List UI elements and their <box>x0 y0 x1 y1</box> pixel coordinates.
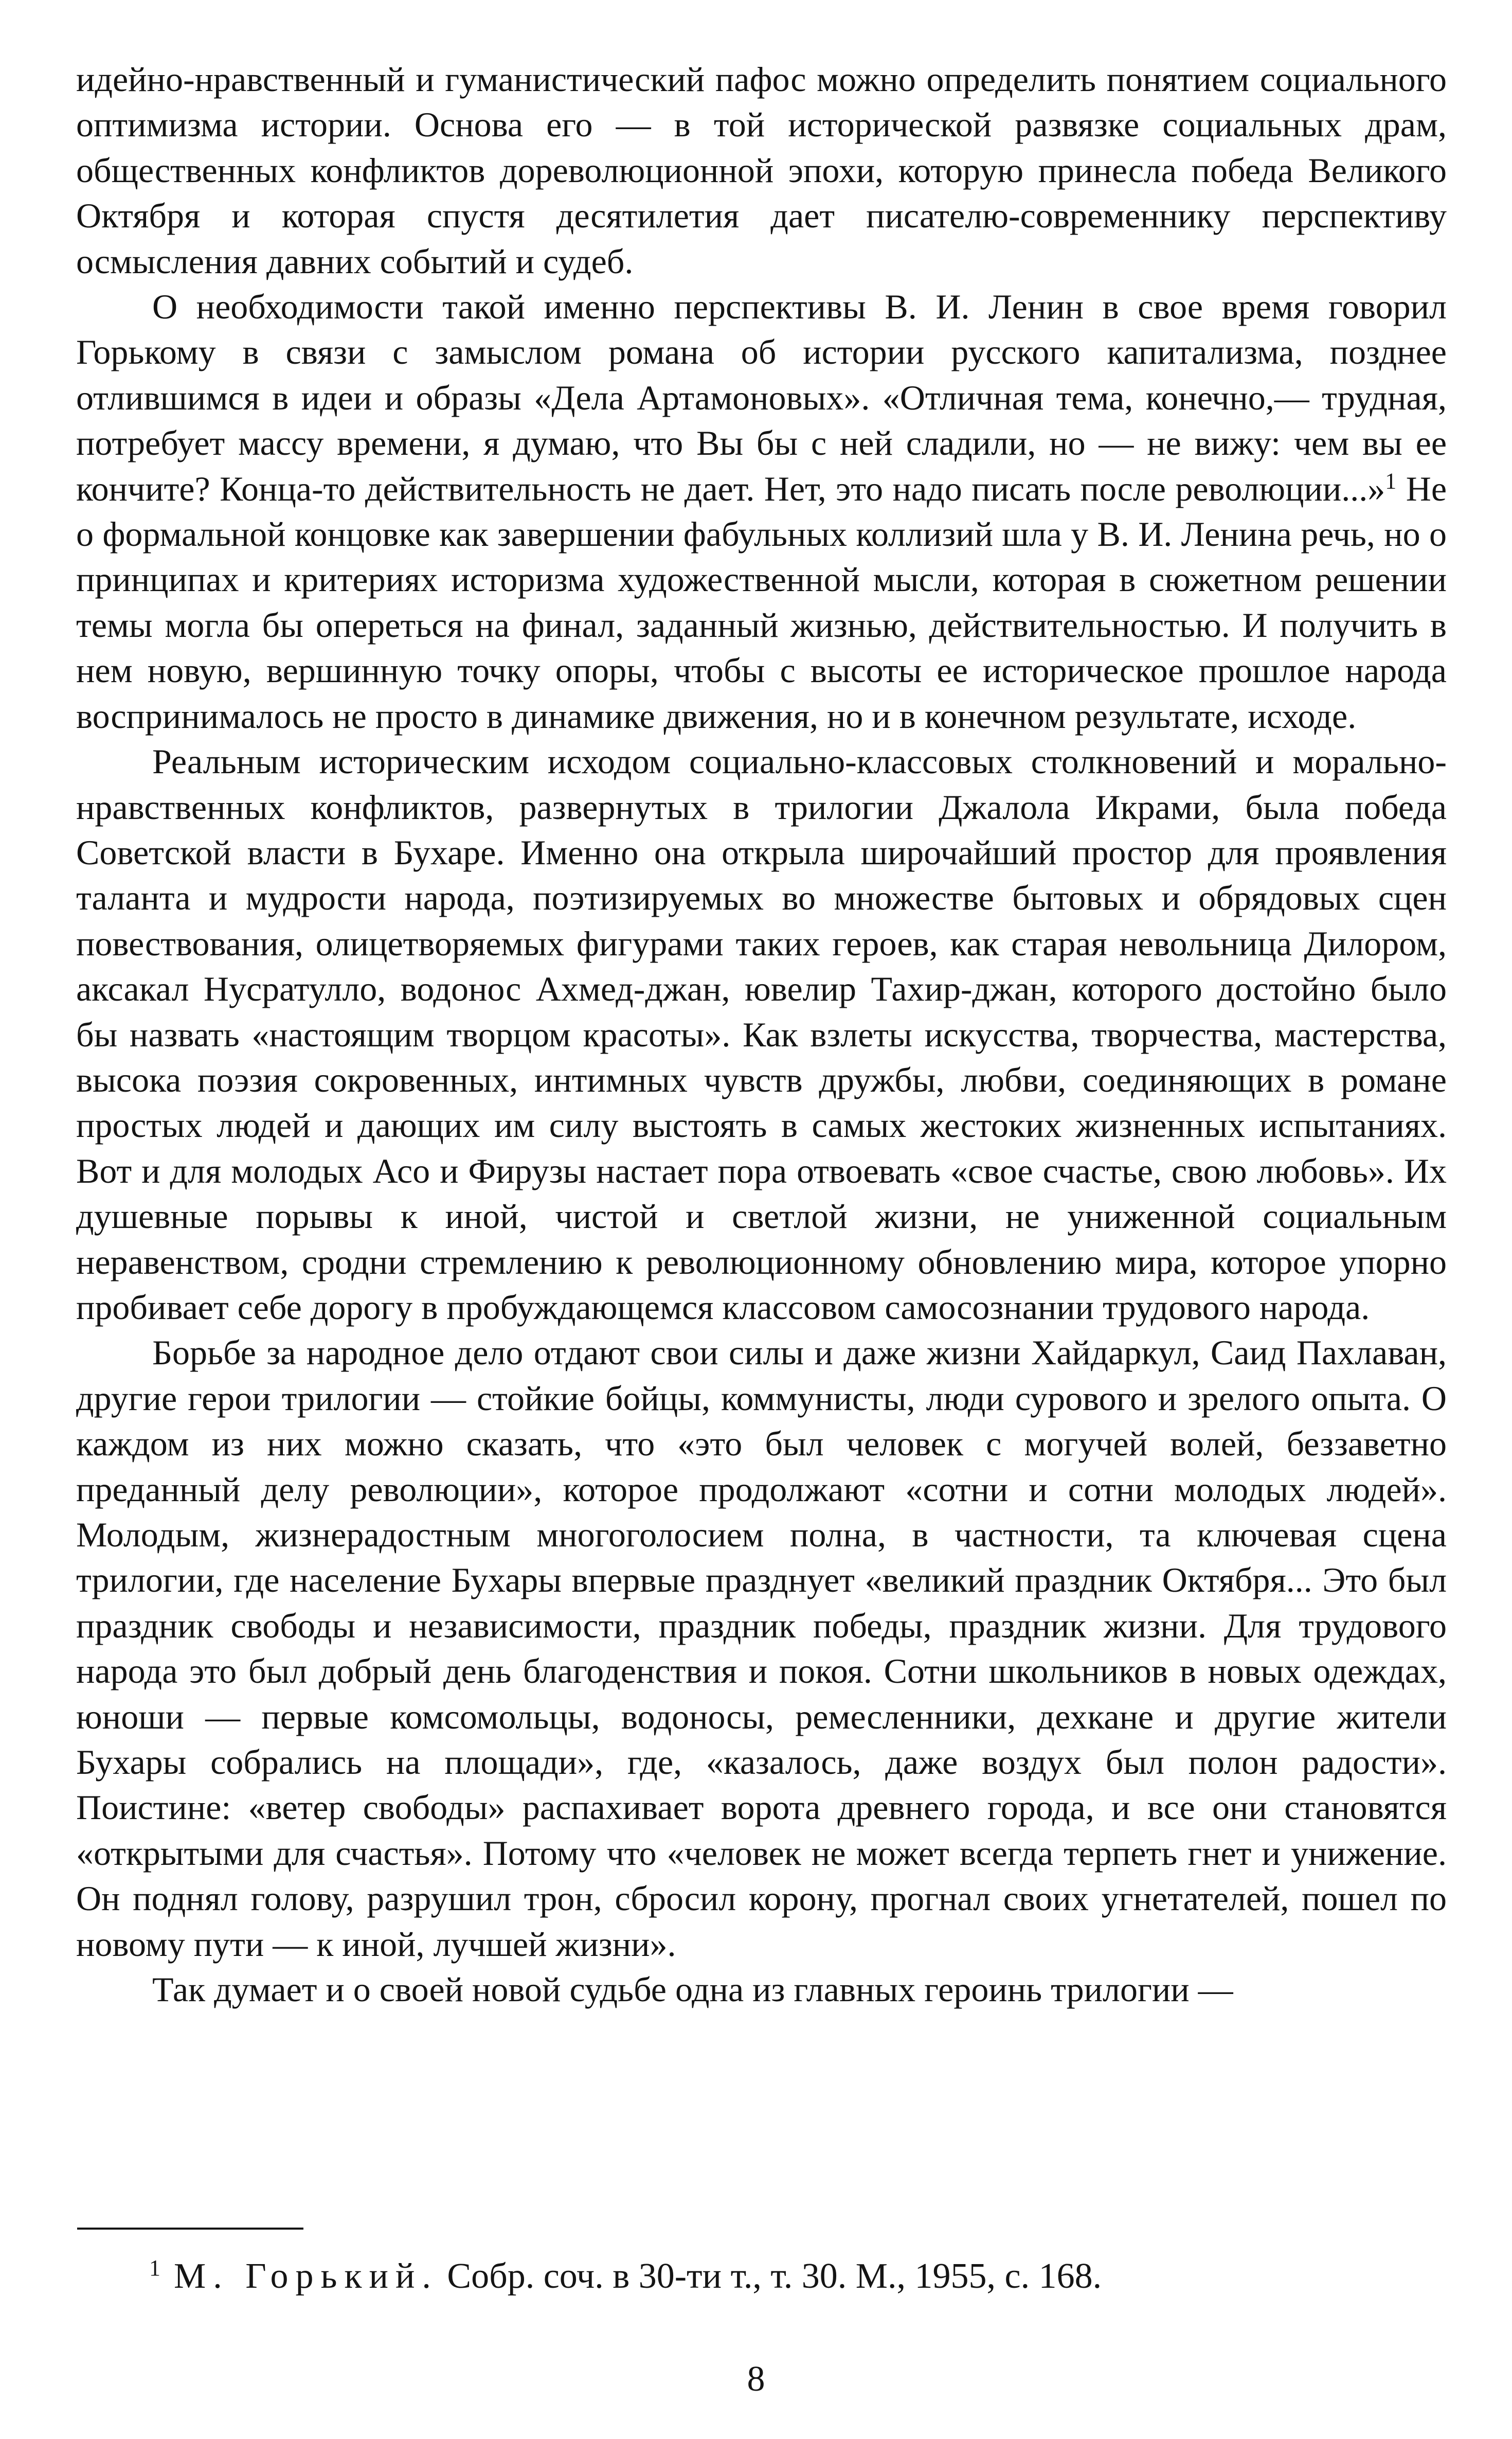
paragraph-3 <box>76 739 1447 1330</box>
paragraph-5 <box>76 1967 1447 2012</box>
footnote-citation: Собр. соч. в 30-ти т., т. 30. М., 1955, с. 168. <box>438 2256 1102 2296</box>
paragraph-4-text: Борьбе за народное дело отдают свои силы и даже жизни Хайдаркул, Саид Пахлаван, другие герои трилогии — стойкие бойцы, коммунисты, люди сурового и зрелого опыта. О каждом из них можно сказать, что «это был человек с могучей волей, беззаветно преданный делу революции», которое продолжают «сотни и сотни молодых людей». Молодым, жизнерадостным многоголосием полна, в частности, та ключевая сцена трилогии, где население Бухары впервые празднует «великий праздник Октября... Это был праздник свободы и независимости, праздник победы, праздник жизни. Для трудового народа это был добрый день благоденствия и покоя. Сотни школьников в новых одеждах, юноши — первые комсомольцы, водоносы, ремесленники, дехкане и другие жители Бухары собрались на площади», где, «казалось, даже воздух был полон радости». Поистине: «ветер свободы» распахивает ворота древнего города, и все они становятся «открытыми для счастья». Потому что «человек не может всегда терпеть гнет и унижение. Он поднял голову, разрушил трон, сбросил корону, прогнал своих угнетателей, пошел по новому пути — к иной, лучшей жизни». <box>76 1333 1447 1964</box>
main-text <box>76 57 1447 2012</box>
paragraph-1 <box>76 57 1447 284</box>
footnote-mark: 1 <box>149 2255 160 2281</box>
footnote-author: М. Горький. <box>174 2256 438 2296</box>
paragraph-2-text-continued: Не о формальной концовке как завершении фабульных коллизий шла у В. И. Ленина речь, но о принципах и критериях историзма художественной мысли, которая в сюжетном решении темы могла бы опереться на финал, заданный жизнью, действительностью. И получить в нем новую, вершинную точку опоры, чтобы с высоты ее историческое прошлое народа воспринималось не просто в динамике движения, но и в конечном результате, исходе. <box>76 469 1447 736</box>
paragraph-3-text: Реальным историческим исходом социально-классовых столкновений и морально-нравственных конфликтов, развернутых в трилогии Джалола Икрами, была победа Советской власти в Бухаре. Именно она открыла широчайший простор для проявления таланта и мудрости народа, поэтизируемых во множестве бытовых и обрядовых сцен повествования, олицетворяемых фигурами таких героев, как старая невольница Дилором, аксакал Нусратулло, водонос Ахмед-джан, ювелир Тахир-джан, которого достойно было бы назвать «настоящим творцом красоты». Как взлеты искусства, творчества, мастерства, высока поэзия сокровенных, интимных чувств дружбы, любви, соединяющих в романе простых людей и дающих им силу выстоять в самых жестоких жизненных испытаниях. Вот и для молодых Асо и Фирузы настает пора отвоевать «свое счастье, свою любовь». Их душевные порывы к иной, чистой и светлой жизни, не униженной социальным неравенством, сродни стремлению к революционному обновлению мира, которое упорно пробивает себе дорогу в пробуждающемся классовом самосознании трудового народа. <box>76 742 1447 1327</box>
footnote <box>149 2253 1383 2300</box>
footnote-reference: 1 <box>1385 468 1397 493</box>
footnote-divider <box>77 2228 303 2230</box>
paragraph-2 <box>76 284 1447 739</box>
paragraph-2-text: О необходимости такой именно перспективы В. И. Ленин в свое время говорил Горькому в связи с замыслом романа об истории русского капитализма, позднее отлившимся в идеи и образы «Дела Артамоновых». «Отличная тема, конечно,— трудная, потребует массу времени, я думаю, что Вы бы с ней сладили, но — не вижу: чем вы ее кончите? Конца-то действительность не дает. Нет, это надо писать после революции...» <box>76 287 1447 508</box>
paragraph-5-text: Так думает и о своей новой судьбе одна из главных героинь трилогии — <box>152 1970 1233 2009</box>
paragraph-1-text: идейно-нравственный и гуманистический пафос можно определить понятием социального оптимизма истории. Основа его — в той исторической развязке социальных драм, общественных конфликтов дореволюционной эпохи, которую принесла победа Великого Октября и которая спустя десятилетия дает писателю-современнику перспективу осмысления давних событий и судеб. <box>76 60 1447 281</box>
page-number: 8 <box>747 2359 765 2399</box>
paragraph-4 <box>76 1330 1447 1967</box>
